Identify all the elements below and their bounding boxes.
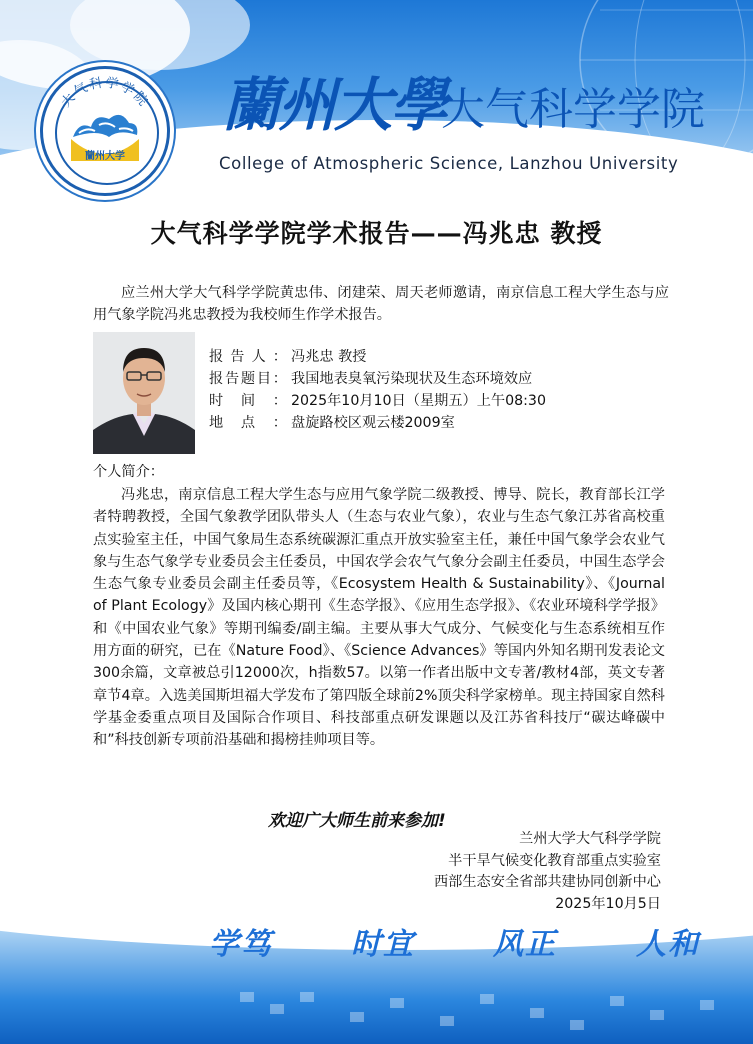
- motto-word: 风正: [493, 927, 557, 962]
- talk-info: [209, 346, 546, 434]
- speaker-label: 报告人：: [209, 349, 287, 365]
- tile-decoration: [230, 990, 750, 1040]
- motto-word: 时宜: [351, 927, 415, 962]
- logo-ring-label: 大气科学学院: [58, 75, 152, 111]
- college-logo: [40, 66, 170, 196]
- bio-paragraph: 冯兆忠，南京信息工程大学生态与应用气象学院二级教授、博导、院长，教育部长江学者特聘教授，全国气象教学团队带头人（生态与农业气象），农业与生态气象江苏省高校重点实验室主任，中国气象局生态系统碳源汇重点开放实验室主任，兼任中国气象学会农业气象与生态气象学专业委员会主任委员，中国农学会农气气象分会副主任委员，中国生态学会生态气象专业委员会副主任委员等，《Ecosystem Health & Sustainability》、《Journal of Plant Ecology》及国内核心期刊《生态学报》、《应用生态学报》、《农业环境科学学报》和《中国农业气象》等期刊编委/副主编。主要从事大气成分、气候变化与生态系统相互作用方面的研究，已在《Nature Food》、《Science Advances》等国内外知名期刊发表论文300余篇，文章被总引12000次，h指数57。以第一作者出版中文专著/教材4部，英文专著章节4章。入选美国斯坦福大学发布了第四版全球前2%顶尖科学家榜单。现主持国家自然科学基金委重点项目及国际合作项目、科技部重点研发课题以及江苏省科技厅“碳达峰碳中和”科技创新专项前沿基础和揭榜挂帅项目等。: [93, 487, 665, 749]
- university-calligraphy: 蘭州大學: [222, 71, 447, 139]
- college-name-en: College of Atmospheric Science, Lanzhou University: [219, 154, 679, 173]
- motto-word: 学笃: [209, 927, 273, 962]
- notice-date: 2025年10月5日: [555, 895, 661, 912]
- place-row: [209, 412, 546, 434]
- intro-paragraph: 应兰州大学大气科学学院黄忠伟、闭建荣、周天老师邀请，南京信息工程大学生态与应用气象学院冯兆忠教授为我校师生作学术报告。: [93, 285, 669, 323]
- organizer-2: 半干旱气候变化教育部重点实验室: [448, 852, 661, 869]
- place-value: 盘旋路校区观云楼2009室: [291, 415, 455, 431]
- speaker-value: 冯兆忠 教授: [291, 349, 367, 365]
- motto-word: 人和: [636, 927, 700, 962]
- college-name-cn: 大气科学学院: [441, 84, 705, 135]
- speaker-photo: [93, 332, 195, 454]
- organizer-1: 兰州大学大气科学学院: [519, 831, 661, 847]
- bio-heading: 个人简介：: [93, 464, 164, 480]
- time-label: 时间：: [209, 393, 287, 409]
- time-value: 2025年10月10日（星期五）上午08:30: [291, 393, 546, 409]
- welcome-text: 欢迎广大师生前来参加!: [268, 811, 446, 831]
- signature-block: [434, 829, 661, 915]
- logo-bottom-label: 蘭州大学: [85, 151, 125, 162]
- organizer-3: 西部生态安全省部共建协同创新中心: [433, 874, 661, 890]
- topic-row: [209, 368, 546, 390]
- time-row: [209, 390, 546, 412]
- topic-value: 我国地表臭氧污染现状及生态环境效应: [291, 371, 533, 387]
- place-label: 地点：: [209, 415, 287, 431]
- speaker-row: [209, 346, 546, 368]
- cloud-sun-emblem-icon: [69, 99, 141, 165]
- page-title: 大气科学学院学术报告——冯兆忠 教授: [150, 219, 603, 248]
- topic-label: 报告题目：: [209, 371, 287, 387]
